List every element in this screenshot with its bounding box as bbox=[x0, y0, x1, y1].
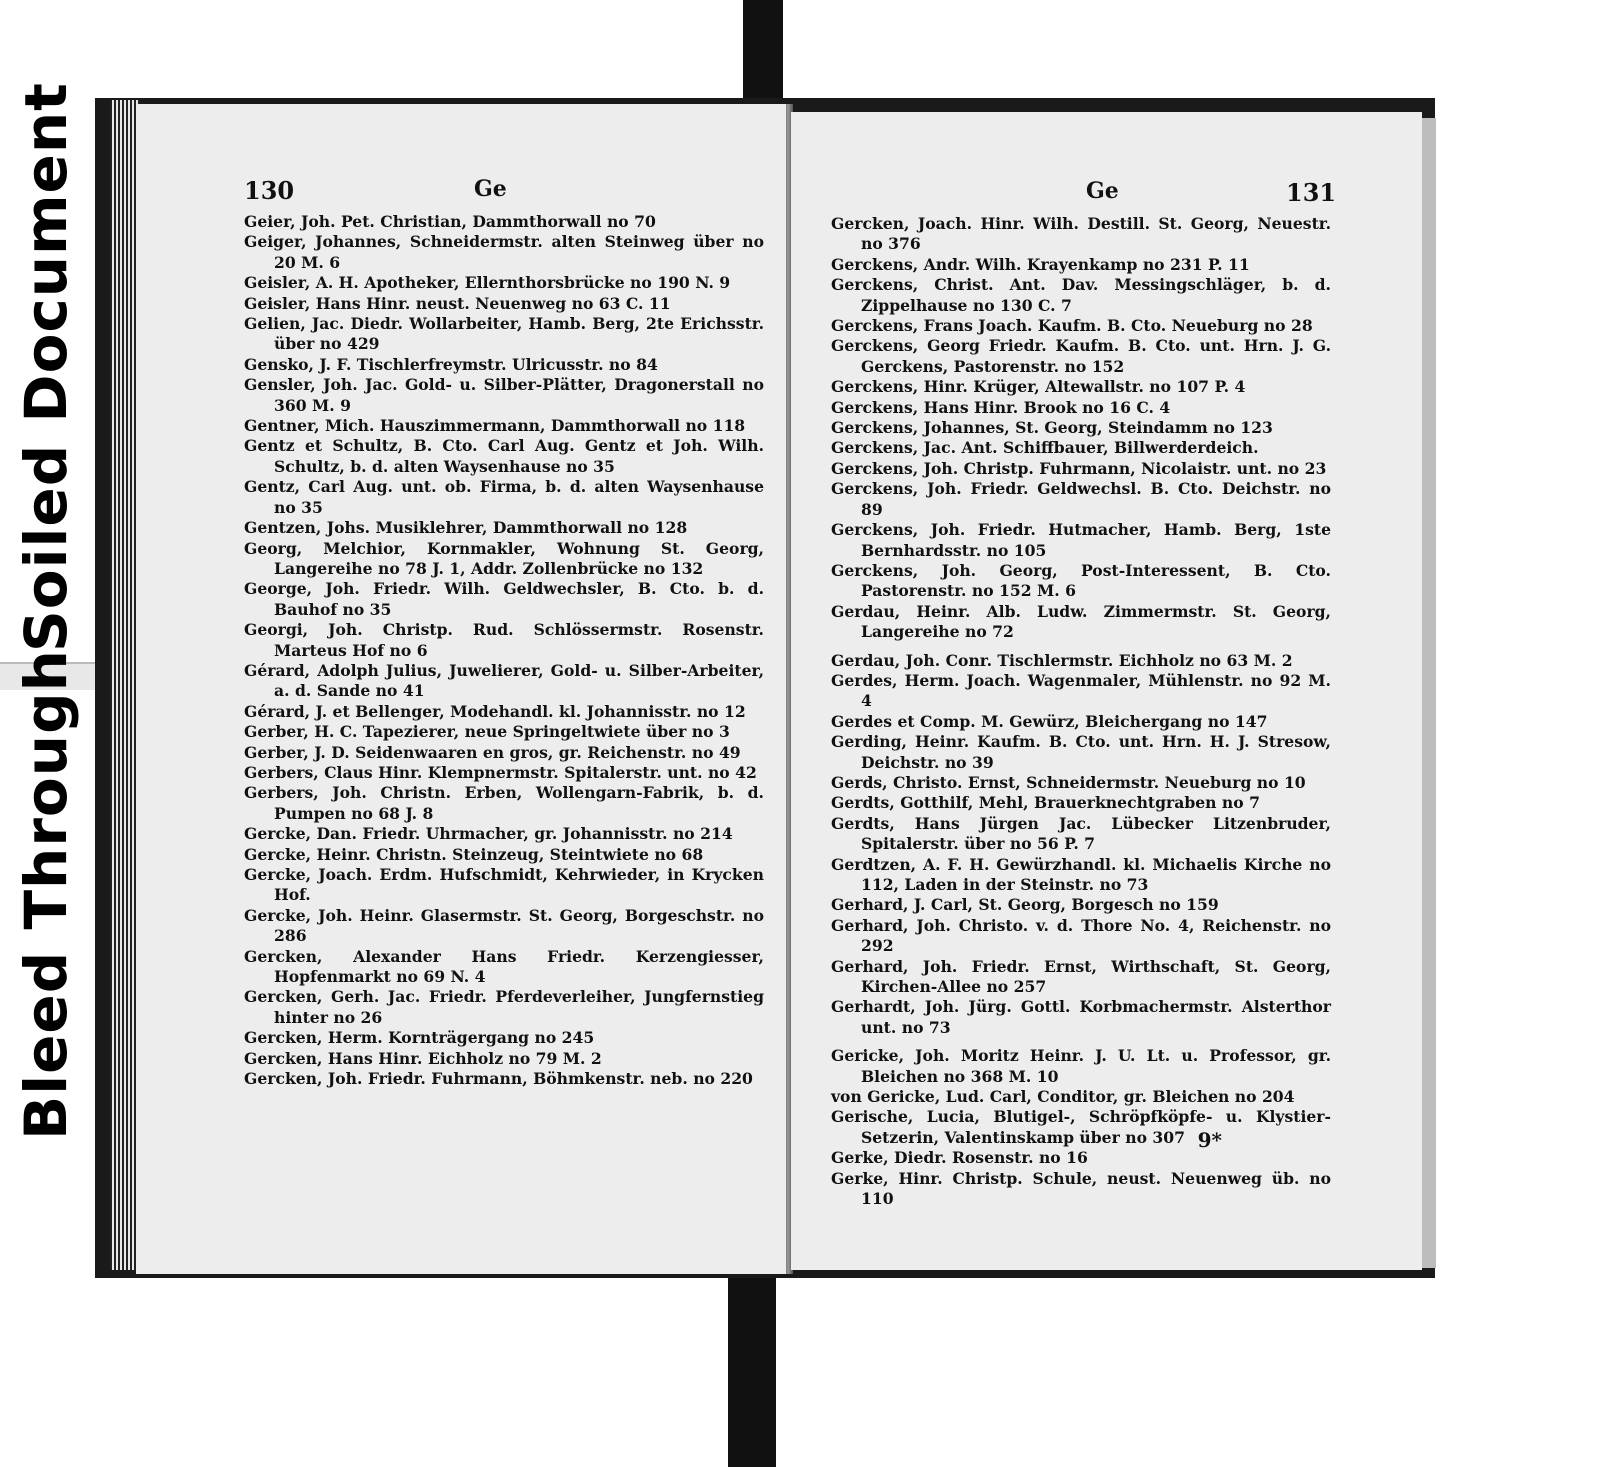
directory-entry: Gérard, J. et Bellenger, Modehandl. kl. Johannisstr. no 12 bbox=[244, 701, 746, 721]
directory-entry: Gerds, Christo. Ernst, Schneidermstr. Neueburg no 10 bbox=[831, 772, 1306, 792]
directory-entry: Gercke, Heinr. Christn. Steinzeug, Steintwiete no 68 bbox=[244, 844, 704, 864]
directory-entry: Gerckens, Hans Hinr. Brook no 16 C. 4 bbox=[831, 397, 1171, 417]
directory-entry: Gerdtzen, A. F. H. Gewürzhandl. kl. Michaelis Kirche no 112, Laden in der Steinstr. no 73 bbox=[831, 854, 1331, 894]
directory-entry: Gerckens, Joh. Christp. Fuhrmann, Nicolaistr. unt. no 23 bbox=[831, 458, 1327, 478]
section-heading-left: Ge bbox=[474, 176, 507, 202]
directory-entry: Gerke, Hinr. Christp. Schule, neust. Neuenweg üb. no 110 bbox=[831, 1168, 1331, 1209]
directory-entry: Gerbers, Joh. Christn. Erben, Wollengarn-Fabrik, b. d. Pumpen no 68 J. 8 bbox=[244, 783, 764, 823]
directory-entry: Geisler, Hans Hinr. neust. Neuenweg no 63 C. 11 bbox=[244, 293, 671, 313]
right-page bbox=[791, 112, 1422, 1270]
left-page bbox=[136, 104, 786, 1274]
right-page-edge bbox=[1420, 118, 1436, 1268]
signature-mark: 9* bbox=[1197, 1128, 1222, 1152]
directory-entry: Gercke, Joach. Erdm. Hufschmidt, Kehrwieder, in Krycken Hof. bbox=[244, 865, 764, 905]
directory-entry: Gercke, Dan. Friedr. Uhrmacher, gr. Johannisstr. no 214 bbox=[244, 824, 733, 844]
directory-entry: Gercken, Alexander Hans Friedr. Kerzengiesser, Hopfenmarkt no 69 N. 4 bbox=[244, 946, 764, 987]
directory-entry: Gerber, J. D. Seidenwaaren en gros, gr. Reichenstr. no 49 bbox=[244, 742, 741, 762]
directory-entry: Gerhard, Joh. Christo. v. d. Thore No. 4, Reichenstr. no 292 bbox=[831, 915, 1331, 956]
directory-entry: Gentz et Schultz, B. Cto. Carl Aug. Gentz et Joh. Wilh. Schultz, b. d. alten Waysenhause no 35 bbox=[244, 436, 764, 476]
directory-entry: Gerdau, Joh. Conr. Tischlermstr. Eichholz no 63 M. 2 bbox=[831, 650, 1293, 670]
directory-entry: Gérard, Adolph Julius, Juwelierer, Gold- u. Silber-Arbeiter, a. d. Sande no 41 bbox=[244, 660, 764, 701]
directory-entry: Gerckens, Hinr. Krüger, Altewallstr. no 107 P. 4 bbox=[831, 377, 1246, 397]
soiled-document-label: Soiled Document bbox=[12, 82, 80, 652]
directory-entry: Gelien, Jac. Diedr. Wollarbeiter, Hamb. Berg, 2te Erichsstr. über no 429 bbox=[244, 314, 764, 354]
directory-entry: Gercken, Herm. Kornträgergang no 245 bbox=[244, 1028, 595, 1048]
directory-entry: George, Joh. Friedr. Wilh. Geldwechsler, B. Cto. b. d. Bauhof no 35 bbox=[244, 579, 764, 619]
page-number-left: 130 bbox=[244, 176, 295, 205]
directory-entry: Gerckens, Joh. Georg, Post-Interessent, B. Cto. Pastorenstr. no 152 M. 6 bbox=[831, 560, 1331, 601]
directory-entry: Gerding, Heinr. Kaufm. B. Cto. unt. Hrn. H. J. Stresow, Deichstr. no 39 bbox=[831, 732, 1331, 772]
directory-entry: Geier, Joh. Pet. Christian, Dammthorwall no 70 bbox=[244, 212, 656, 231]
binding-strip-top bbox=[743, 0, 783, 110]
directory-entry: Gentz, Carl Aug. unt. ob. Firma, b. d. alten Waysenhause no 35 bbox=[244, 477, 764, 517]
directory-entry: Gerckens, Jac. Ant. Schiffbauer, Billwerderdeich. bbox=[831, 438, 1259, 458]
directory-entry: Gerckens, Johannes, St. Georg, Steindamm no 123 bbox=[831, 418, 1273, 438]
directory-entry: Gensler, Joh. Jac. Gold- u. Silber-Plätter, Dragonerstall no 360 M. 9 bbox=[244, 375, 764, 415]
directory-entry: von Gericke, Lud. Carl, Conditor, gr. Bleichen no 204 bbox=[831, 1087, 1295, 1107]
directory-entry: Gerber, H. C. Tapezierer, neue Springeltwiete über no 3 bbox=[244, 722, 730, 742]
directory-entry: Gerdes et Comp. M. Gewürz, Bleichergang no 147 bbox=[831, 711, 1268, 731]
directory-entry: Gerische, Lucia, Blutigel-, Schröpfköpfe- u. Klystier-Setzerin, Valentinskamp über no 307 bbox=[831, 1107, 1331, 1147]
directory-entry: Gercken, Joach. Hinr. Wilh. Destill. St. Georg, Neuestr. no 376 bbox=[831, 214, 1331, 254]
directory-entry: Gerdau, Heinr. Alb. Ludw. Zimmermstr. St. Georg, Langereihe no 72 bbox=[831, 601, 1331, 642]
bleed-through-label: Bleed Through bbox=[12, 649, 80, 1140]
directory-entry: Gerckens, Andr. Wilh. Krayenkamp no 231 P. 11 bbox=[831, 254, 1250, 274]
directory-entry: Gericke, Joh. Moritz Heinr. J. U. Lt. u. Professor, gr. Bleichen no 368 M. 10 bbox=[831, 1046, 1331, 1086]
section-heading-right: Ge bbox=[1086, 178, 1119, 204]
directory-entry: Gerckens, Joh. Friedr. Geldwechsl. B. Cto. Deichstr. no 89 bbox=[831, 479, 1331, 519]
directory-entry: Gerckens, Christ. Ant. Dav. Messingschläger, b. d. Zippelhause no 130 C. 7 bbox=[831, 275, 1331, 315]
directory-entry: Gerckens, Frans Joach. Kaufm. B. Cto. Neueburg no 28 bbox=[831, 316, 1313, 336]
directory-entry: Georg, Melchior, Kornmakler, Wohnung St. Georg, Langereihe no 78 J. 1, Addr. Zollenbrücke no 132 bbox=[244, 538, 764, 578]
directory-entry: Gercke, Joh. Heinr. Glasermstr. St. Georg, Borgeschstr. no 286 bbox=[244, 905, 764, 946]
directory-entry: Gerdts, Gotthilf, Mehl, Brauerknechtgraben no 7 bbox=[831, 793, 1260, 813]
directory-list-left bbox=[244, 212, 764, 1089]
directory-entry: Gerckens, Georg Friedr. Kaufm. B. Cto. unt. Hrn. J. G. Gerckens, Pastorenstr. no 152 bbox=[831, 336, 1331, 376]
directory-entry: Gerdts, Hans Jürgen Jac. Lübecker Litzenbruder, Spitalerstr. über no 56 P. 7 bbox=[831, 813, 1331, 854]
directory-entry: Gercken, Hans Hinr. Eichholz no 79 M. 2 bbox=[244, 1048, 602, 1068]
directory-entry: Gerhard, Joh. Friedr. Ernst, Wirthschaft, St. Georg, Kirchen-Allee no 257 bbox=[831, 956, 1331, 997]
directory-entry: Gerdes, Herm. Joach. Wagenmaler, Mühlenstr. no 92 M. 4 bbox=[831, 670, 1331, 711]
left-page-header bbox=[244, 176, 764, 212]
directory-entry: Gerhard, J. Carl, St. Georg, Borgesch no 159 bbox=[831, 895, 1219, 915]
directory-entry: Gentner, Mich. Hauszimmermann, Dammthorwall no 118 bbox=[244, 416, 746, 436]
directory-entry: Geiger, Johannes, Schneidermstr. alten Steinweg über no 20 M. 6 bbox=[244, 232, 764, 272]
binding-strip-bottom bbox=[728, 1255, 776, 1467]
directory-entry: Gerckens, Joh. Friedr. Hutmacher, Hamb. Berg, 1ste Bernhardsstr. no 105 bbox=[831, 520, 1331, 560]
directory-entry: Gensko, J. F. Tischlerfreymstr. Ulricusstr. no 84 bbox=[244, 354, 658, 374]
directory-entry: Georgi, Joh. Christp. Rud. Schlössermstr. Rosenstr. Marteus Hof no 6 bbox=[244, 620, 764, 660]
directory-entry: Gentzen, Johs. Musiklehrer, Dammthorwall no 128 bbox=[244, 518, 688, 538]
directory-entry: Gercken, Joh. Friedr. Fuhrmann, Böhmkenstr. neb. no 220 bbox=[244, 1069, 753, 1089]
right-page-header bbox=[831, 178, 1337, 214]
directory-entry: Gercken, Gerh. Jac. Friedr. Pferdeverleiher, Jungfernstieg hinter no 26 bbox=[244, 987, 764, 1027]
directory-list-right bbox=[831, 214, 1331, 1210]
directory-entry: Gerke, Diedr. Rosenstr. no 16 bbox=[831, 1148, 1088, 1168]
page-number-right: 131 bbox=[1286, 178, 1337, 207]
directory-entry: Gerhardt, Joh. Jürg. Gottl. Korbmachermstr. Alsterthor unt. no 73 bbox=[831, 997, 1331, 1037]
directory-entry: Gerbers, Claus Hinr. Klempnermstr. Spitalerstr. unt. no 42 bbox=[244, 762, 757, 782]
directory-entry: Geisler, A. H. Apotheker, Ellernthorsbrücke no 190 N. 9 bbox=[244, 273, 731, 293]
